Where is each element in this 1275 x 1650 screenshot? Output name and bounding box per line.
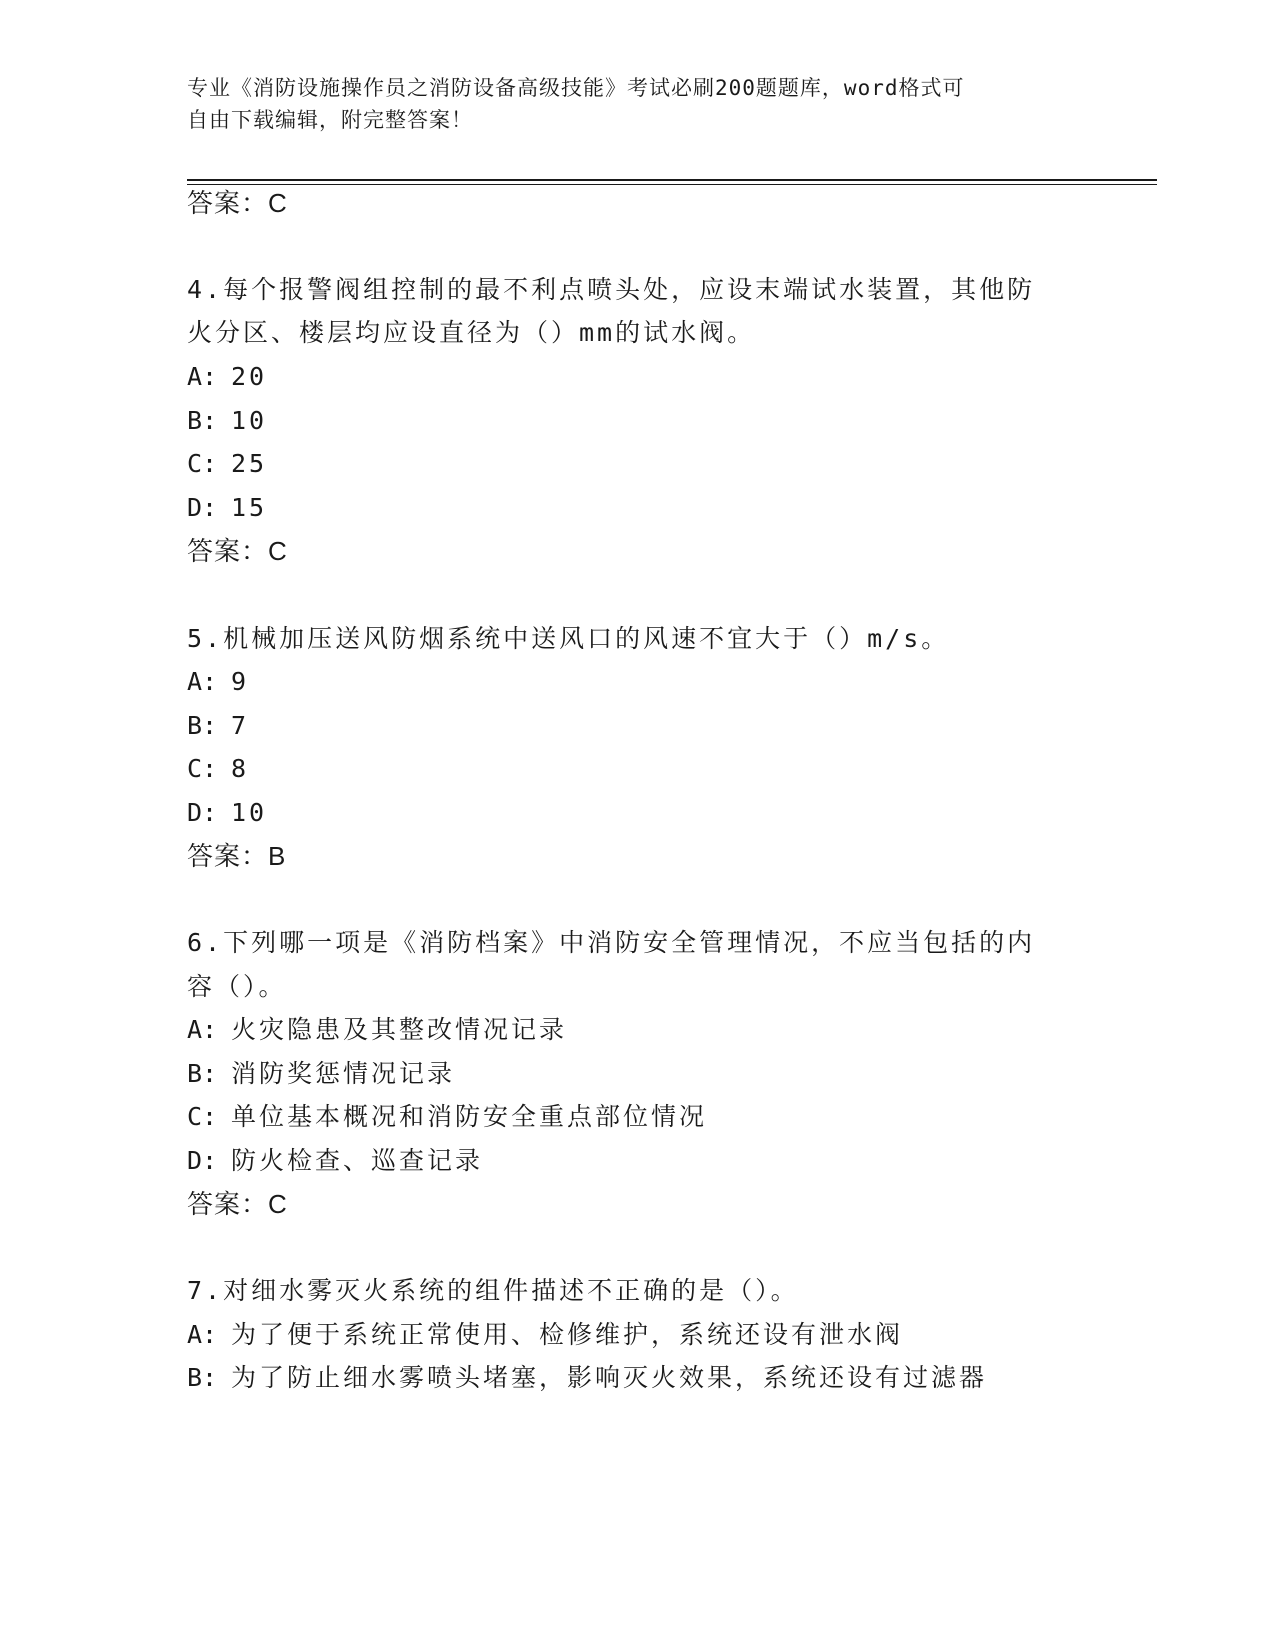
- option-b: [187, 1059, 455, 1089]
- option-text: 单位基本概况和消防安全重点部位情况: [231, 1102, 708, 1131]
- question-text-line-1: 5.机械加压送风防烟系统中送风口的风速不宜大于（）m/s。: [187, 624, 950, 653]
- question-text-line-1: 4.每个报警阀组控制的最不利点喷头处，应设末端试水装置，其他防: [187, 275, 1036, 304]
- option-c: [187, 754, 249, 784]
- option-d: [187, 1146, 483, 1176]
- option-label: D:: [187, 798, 218, 827]
- option-label: B:: [187, 711, 218, 740]
- question-text-line-2: 容（）。: [187, 972, 287, 1001]
- prev-answer: 答案：C: [187, 188, 288, 218]
- answer: 答案：B: [187, 841, 287, 871]
- option-d: [187, 798, 267, 828]
- option-text: 20: [231, 362, 268, 391]
- option-b: [187, 1363, 987, 1393]
- document-header: [187, 72, 1077, 136]
- option-label: D:: [187, 1146, 218, 1175]
- header-title-line-1: 专业《消防设施操作员之消防设备高级技能》考试必刷200题题库，word格式可: [187, 76, 965, 100]
- option-text: 消防奖惩情况记录: [231, 1059, 456, 1088]
- option-c: [187, 449, 267, 479]
- option-text: 火灾隐患及其整改情况记录: [231, 1015, 568, 1044]
- option-text: 8: [231, 754, 250, 783]
- option-label: B:: [187, 406, 218, 435]
- option-text: 15: [231, 493, 268, 522]
- option-label: C:: [187, 1102, 218, 1131]
- option-label: D:: [187, 493, 218, 522]
- option-text: 9: [231, 667, 250, 696]
- answer: 答案：C: [187, 536, 288, 566]
- question-text-line-2: 火分区、楼层均应设直径为（）mm的试水阀。: [187, 318, 756, 347]
- option-a: [187, 667, 249, 697]
- option-c: [187, 1102, 707, 1132]
- header-divider-thin: [187, 184, 1157, 185]
- option-text: 25: [231, 449, 268, 478]
- option-text: 防火检查、巡查记录: [231, 1146, 484, 1175]
- option-text: 7: [231, 711, 250, 740]
- option-text: 为了便于系统正常使用、检修维护，系统还设有泄水阀: [231, 1320, 904, 1349]
- question-text-line-1: 6.下列哪一项是《消防档案》中消防安全管理情况，不应当包括的内: [187, 928, 1036, 957]
- option-a: [187, 1320, 903, 1350]
- option-text: 10: [231, 798, 268, 827]
- option-a: [187, 362, 267, 392]
- question-text-line-1: 7.对细水雾灭火系统的组件描述不正确的是（）。: [187, 1276, 799, 1305]
- header-title-line-2: 自由下载编辑，附完整答案！: [187, 108, 473, 132]
- answer: 答案：C: [187, 1189, 288, 1219]
- option-label: A:: [187, 362, 218, 391]
- option-label: C:: [187, 754, 218, 783]
- option-b: [187, 711, 249, 741]
- option-a: [187, 1015, 567, 1045]
- option-text: 10: [231, 406, 268, 435]
- option-label: A:: [187, 667, 218, 696]
- header-divider-thick: [187, 179, 1157, 181]
- option-label: B:: [187, 1059, 218, 1088]
- option-b: [187, 406, 267, 436]
- option-label: A:: [187, 1015, 218, 1044]
- option-label: A:: [187, 1320, 218, 1349]
- option-d: [187, 493, 267, 523]
- option-label: C:: [187, 449, 218, 478]
- option-label: B:: [187, 1363, 218, 1392]
- option-text: 为了防止细水雾喷头堵塞，影响灭火效果，系统还设有过滤器: [231, 1363, 988, 1392]
